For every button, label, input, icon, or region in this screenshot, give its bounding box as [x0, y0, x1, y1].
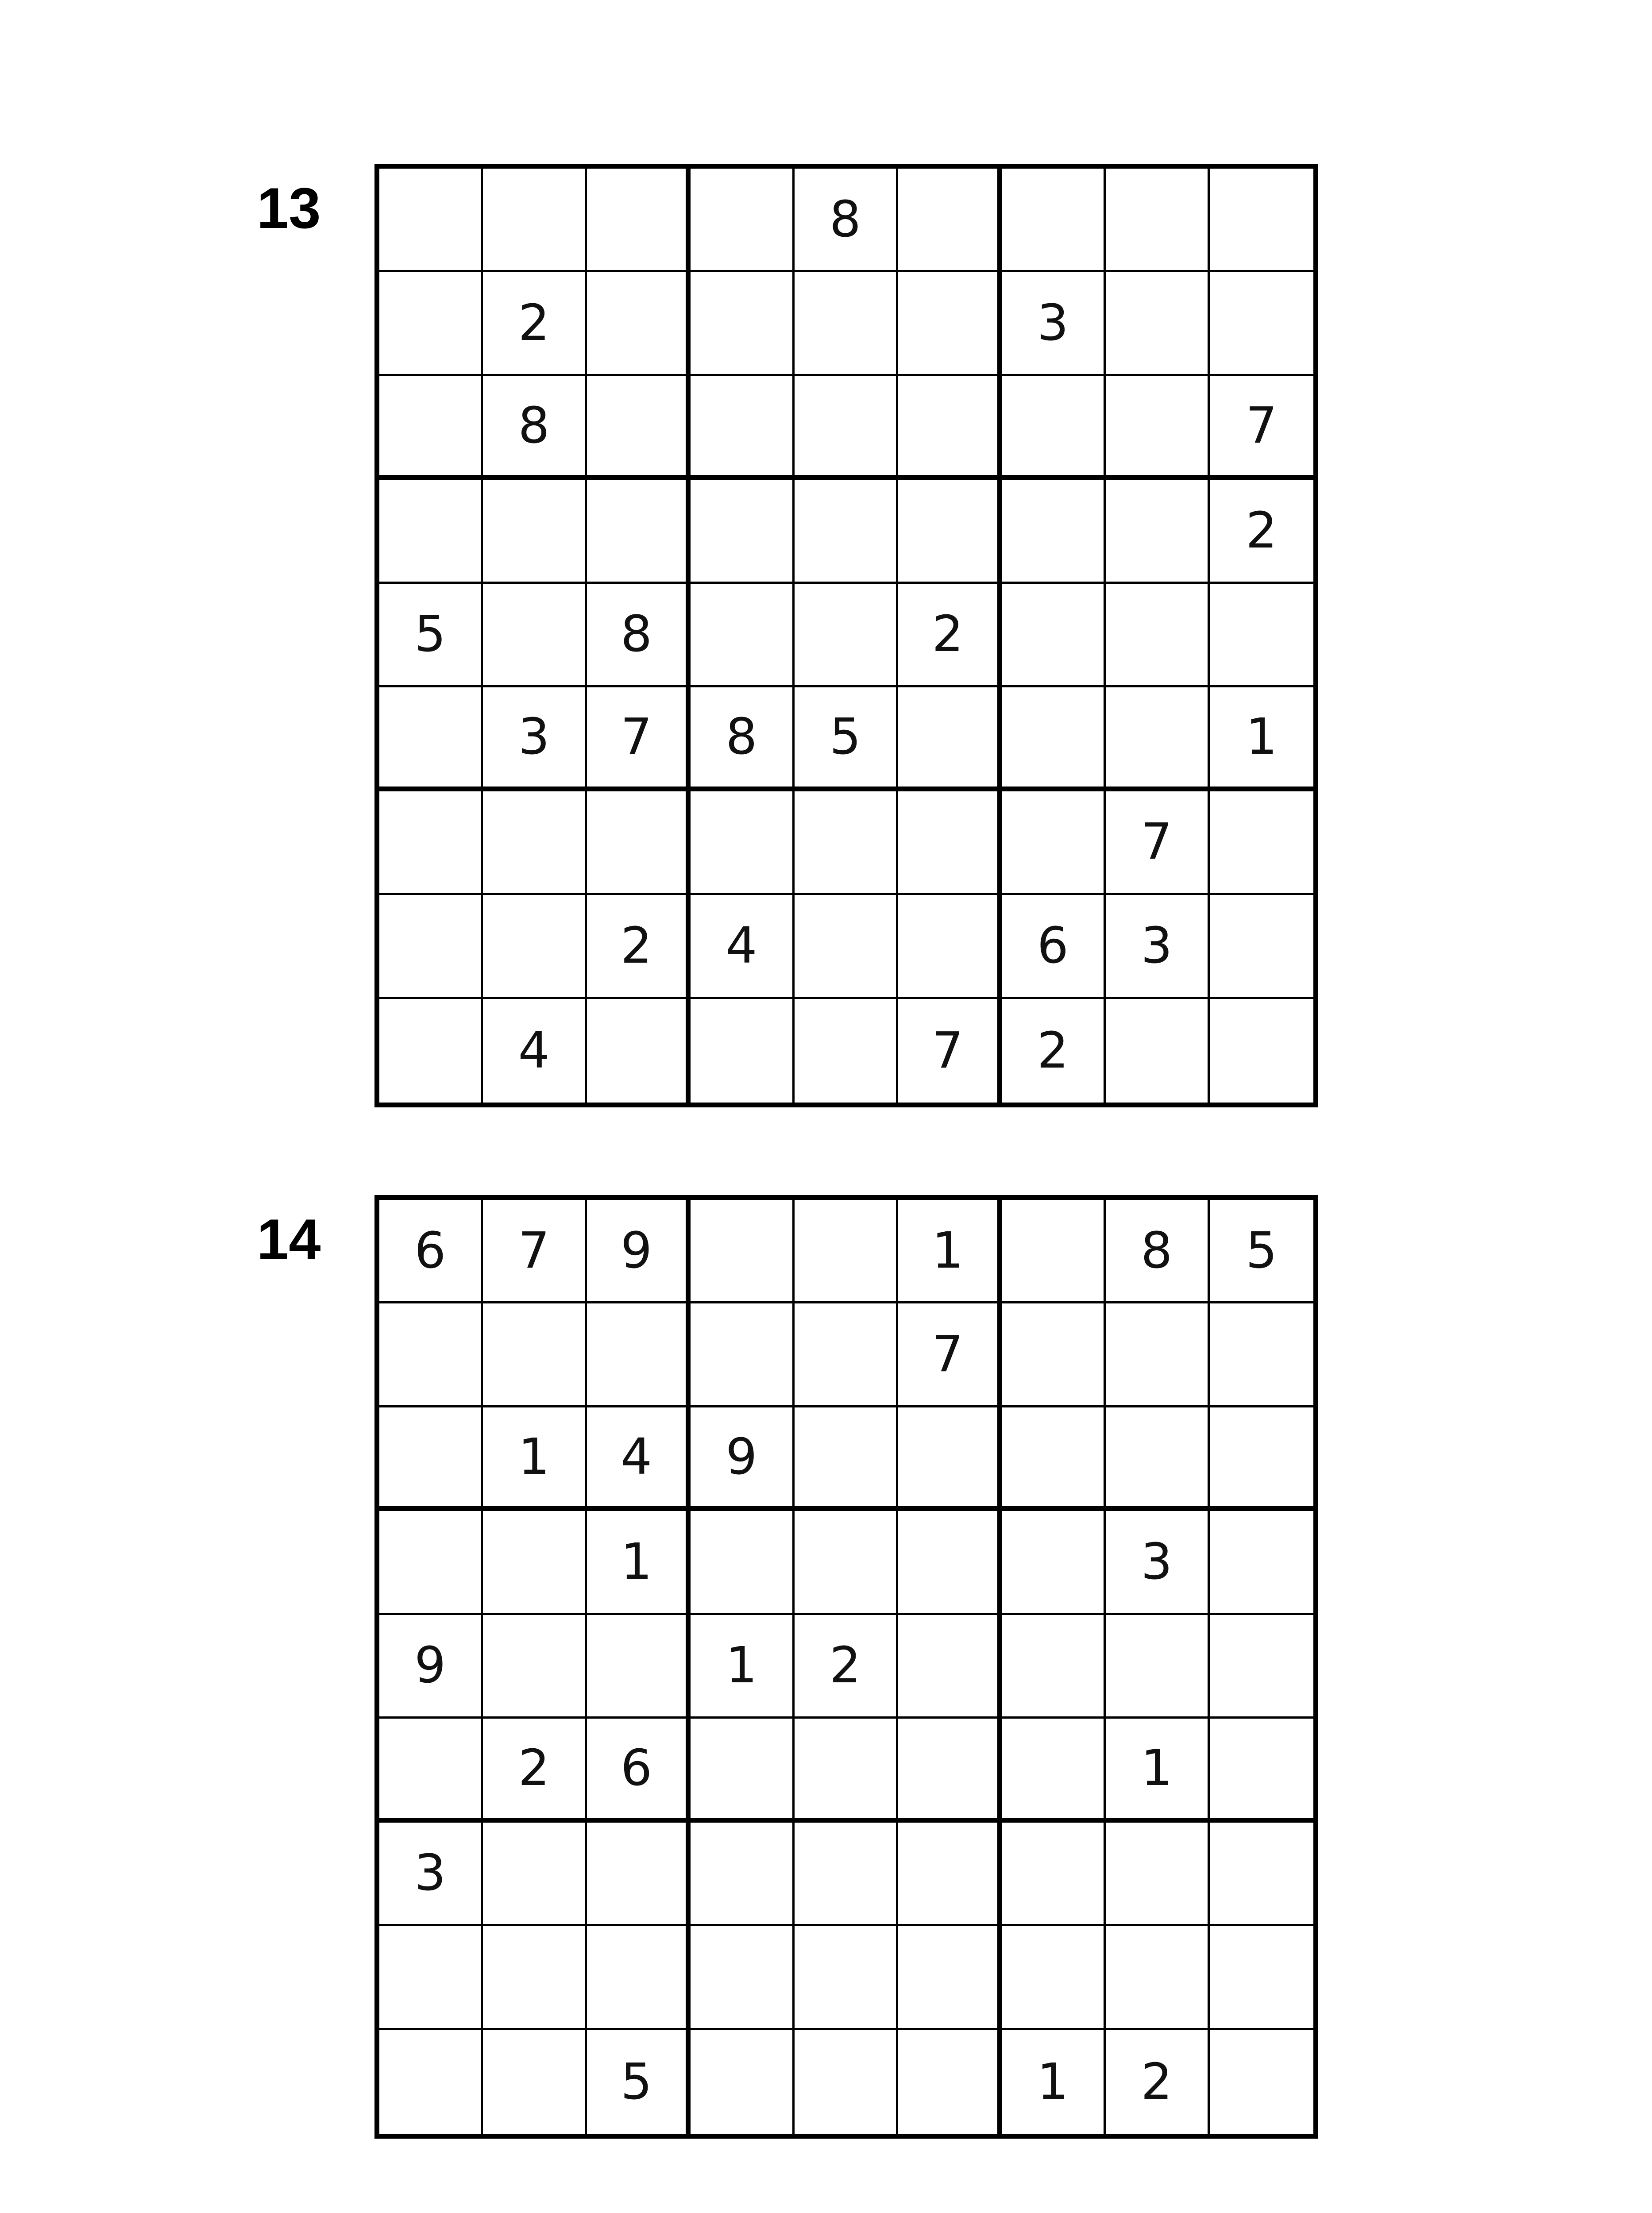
sudoku-cell[interactable] [898, 1615, 1002, 1719]
sudoku-cell[interactable]: 7 [483, 1200, 587, 1303]
sudoku-cell[interactable] [1002, 1719, 1106, 1822]
sudoku-cell[interactable]: 1 [691, 1615, 794, 1719]
sudoku-cell[interactable] [898, 169, 1002, 272]
sudoku-cell[interactable] [1002, 687, 1106, 791]
sudoku-cell[interactable] [1002, 791, 1106, 895]
sudoku-cell[interactable]: 2 [587, 895, 691, 999]
sudoku-cell[interactable] [795, 1511, 898, 1615]
sudoku-cell[interactable]: 2 [1106, 2030, 1209, 2134]
sudoku-cell[interactable] [1106, 584, 1209, 687]
sudoku-cell[interactable] [1002, 1200, 1106, 1303]
sudoku-cell[interactable] [795, 2030, 898, 2134]
sudoku-cell[interactable] [587, 272, 691, 376]
sudoku-cell[interactable] [1106, 999, 1209, 1103]
sudoku-cell[interactable] [587, 1926, 691, 2030]
sudoku-cell[interactable] [379, 2030, 483, 2134]
sudoku-cell[interactable] [898, 687, 1002, 791]
sudoku-cell[interactable] [379, 1719, 483, 1822]
sudoku-cell[interactable] [795, 999, 898, 1103]
sudoku-cell[interactable] [483, 1615, 587, 1719]
sudoku-cell[interactable]: 1 [587, 1511, 691, 1615]
sudoku-cell[interactable]: 1 [483, 1407, 587, 1511]
sudoku-cell[interactable] [1210, 791, 1313, 895]
sudoku-cell[interactable] [691, 272, 794, 376]
sudoku-cell[interactable] [1210, 1926, 1313, 2030]
sudoku-cell[interactable]: 1 [898, 1200, 1002, 1303]
sudoku-cell[interactable] [1106, 1615, 1209, 1719]
sudoku-cell[interactable] [379, 272, 483, 376]
sudoku-cell[interactable] [379, 895, 483, 999]
sudoku-cell[interactable] [691, 376, 794, 480]
sudoku-cell[interactable] [898, 376, 1002, 480]
sudoku-cell[interactable] [1106, 1303, 1209, 1407]
sudoku-cell[interactable]: 9 [587, 1200, 691, 1303]
sudoku-cell[interactable] [1106, 687, 1209, 791]
sudoku-cell[interactable]: 7 [1210, 376, 1313, 480]
sudoku-cell[interactable] [1210, 1719, 1313, 1822]
sudoku-cell[interactable]: 5 [379, 584, 483, 687]
sudoku-cell[interactable]: 2 [483, 272, 587, 376]
sudoku-cell[interactable]: 2 [1210, 480, 1313, 583]
sudoku-cell[interactable] [1106, 169, 1209, 272]
sudoku-cell[interactable] [379, 1303, 483, 1407]
sudoku-cell[interactable] [1106, 376, 1209, 480]
sudoku-cell[interactable] [379, 1926, 483, 2030]
sudoku-cell[interactable] [898, 272, 1002, 376]
sudoku-grid [374, 1195, 1318, 2139]
sudoku-cell[interactable] [379, 376, 483, 480]
sudoku-cell[interactable] [691, 1823, 794, 1926]
sudoku-cell[interactable]: 3 [1106, 895, 1209, 999]
sudoku-cell[interactable]: 5 [587, 2030, 691, 2134]
sudoku-cell[interactable] [1210, 999, 1313, 1103]
sudoku-cell[interactable]: 1 [1210, 687, 1313, 791]
sudoku-cell[interactable]: 3 [483, 687, 587, 791]
sudoku-cell[interactable] [379, 999, 483, 1103]
sudoku-cell[interactable] [898, 480, 1002, 583]
sudoku-cell[interactable] [898, 1511, 1002, 1615]
sudoku-cell[interactable]: 2 [483, 1719, 587, 1822]
sudoku-cell[interactable] [795, 1823, 898, 1926]
sudoku-cell[interactable] [898, 1719, 1002, 1822]
sudoku-cell[interactable] [795, 1926, 898, 2030]
sudoku-cell[interactable] [691, 1200, 794, 1303]
sudoku-cell[interactable]: 6 [1002, 895, 1106, 999]
sudoku-cell[interactable] [1002, 1926, 1106, 2030]
sudoku-cell[interactable]: 3 [379, 1823, 483, 1926]
sudoku-cell[interactable] [1106, 1926, 1209, 2030]
sudoku-cell[interactable] [1210, 1823, 1313, 1926]
sudoku-cell[interactable]: 8 [691, 687, 794, 791]
sudoku-cell[interactable]: 6 [587, 1719, 691, 1822]
sudoku-cell[interactable] [587, 1615, 691, 1719]
sudoku-cell[interactable] [898, 2030, 1002, 2134]
sudoku-cell[interactable] [379, 1511, 483, 1615]
sudoku-cell[interactable] [1106, 272, 1209, 376]
sudoku-cell[interactable] [483, 1823, 587, 1926]
sudoku-cell[interactable] [1210, 1615, 1313, 1719]
sudoku-cell[interactable]: 2 [795, 1615, 898, 1719]
sudoku-cell[interactable]: 1 [1106, 1719, 1209, 1822]
sudoku-cell[interactable] [691, 1511, 794, 1615]
sudoku-cell[interactable]: 8 [587, 584, 691, 687]
sudoku-cell[interactable]: 2 [1002, 999, 1106, 1103]
sudoku-cell[interactable] [379, 169, 483, 272]
sudoku-cell[interactable] [379, 791, 483, 895]
puzzle-number: 14 [257, 1207, 321, 1272]
sudoku-cell[interactable] [691, 480, 794, 583]
sudoku-cell[interactable] [1210, 584, 1313, 687]
sudoku-cell[interactable] [587, 1823, 691, 1926]
sudoku-cell[interactable] [1002, 1615, 1106, 1719]
sudoku-grid [374, 164, 1318, 1107]
sudoku-cell[interactable] [483, 2030, 587, 2134]
sudoku-cell[interactable] [795, 480, 898, 583]
sudoku-cell[interactable] [483, 895, 587, 999]
sudoku-cell[interactable] [483, 584, 587, 687]
sudoku-cell[interactable] [1002, 584, 1106, 687]
sudoku-cell[interactable] [1002, 1511, 1106, 1615]
sudoku-cell[interactable] [483, 1511, 587, 1615]
sudoku-cell[interactable] [691, 1303, 794, 1407]
sudoku-cell[interactable] [1002, 480, 1106, 583]
sudoku-cell[interactable] [691, 584, 794, 687]
sudoku-cell[interactable] [587, 169, 691, 272]
sudoku-cell[interactable] [795, 1407, 898, 1511]
sudoku-cell[interactable]: 4 [483, 999, 587, 1103]
sudoku-cell[interactable]: 5 [795, 687, 898, 791]
sudoku-cell[interactable] [795, 1719, 898, 1822]
sudoku-cell[interactable] [691, 1926, 794, 2030]
sudoku-cell[interactable] [1106, 1823, 1209, 1926]
sudoku-cell[interactable] [1002, 376, 1106, 480]
sudoku-cell[interactable] [691, 999, 794, 1103]
sudoku-cell[interactable] [483, 1926, 587, 2030]
sudoku-cell[interactable] [379, 687, 483, 791]
sudoku-cell[interactable]: 4 [691, 895, 794, 999]
sudoku-cell[interactable]: 3 [1002, 272, 1106, 376]
sudoku-cell[interactable] [1210, 169, 1313, 272]
sudoku-cell[interactable] [898, 1926, 1002, 2030]
sudoku-cell[interactable] [898, 1823, 1002, 1926]
sudoku-cell[interactable] [1210, 895, 1313, 999]
sudoku-cell[interactable] [1002, 1303, 1106, 1407]
sudoku-cell[interactable] [795, 584, 898, 687]
sudoku-cell[interactable] [587, 480, 691, 583]
sudoku-cell[interactable]: 9 [691, 1407, 794, 1511]
sudoku-cell[interactable]: 2 [898, 584, 1002, 687]
sudoku-cell[interactable] [483, 791, 587, 895]
sudoku-cell[interactable]: 7 [898, 1303, 1002, 1407]
sudoku-cell[interactable] [898, 791, 1002, 895]
sudoku-cell[interactable] [483, 169, 587, 272]
sudoku-cell[interactable] [1106, 1407, 1209, 1511]
sudoku-cell[interactable] [379, 480, 483, 583]
sudoku-cell[interactable]: 7 [898, 999, 1002, 1103]
sudoku-cell[interactable] [1002, 169, 1106, 272]
sudoku-cell[interactable] [1210, 1303, 1313, 1407]
sudoku-cell[interactable] [1210, 272, 1313, 376]
sudoku-cell[interactable] [1210, 2030, 1313, 2134]
sudoku-cell[interactable] [587, 999, 691, 1103]
sudoku-cell[interactable]: 3 [1106, 1511, 1209, 1615]
sudoku-cell[interactable]: 8 [1106, 1200, 1209, 1303]
sudoku-cell[interactable] [795, 1200, 898, 1303]
sudoku-cell[interactable] [691, 169, 794, 272]
sudoku-cell[interactable] [795, 895, 898, 999]
sudoku-cell[interactable] [1002, 1823, 1106, 1926]
sudoku-cell[interactable] [691, 2030, 794, 2134]
puzzle-number: 13 [257, 176, 321, 240]
sudoku-cell[interactable] [795, 272, 898, 376]
sudoku-cell[interactable] [1210, 1407, 1313, 1511]
sudoku-cell[interactable] [691, 791, 794, 895]
sudoku-cell[interactable]: 7 [587, 687, 691, 791]
sudoku-cell[interactable] [483, 480, 587, 583]
sudoku-cell[interactable] [795, 791, 898, 895]
sudoku-cell[interactable] [898, 895, 1002, 999]
sudoku-cell[interactable]: 6 [379, 1200, 483, 1303]
sudoku-cell[interactable] [1002, 1407, 1106, 1511]
sudoku-cell[interactable] [691, 1719, 794, 1822]
sudoku-cell[interactable] [483, 1303, 587, 1407]
sudoku-cell[interactable] [898, 1407, 1002, 1511]
sudoku-cell[interactable] [587, 1303, 691, 1407]
sudoku-cell[interactable] [1106, 480, 1209, 583]
sudoku-cell[interactable]: 8 [795, 169, 898, 272]
sudoku-cell[interactable] [795, 376, 898, 480]
sudoku-cell[interactable] [795, 1303, 898, 1407]
sudoku-cell[interactable] [379, 1407, 483, 1511]
sudoku-cell[interactable]: 4 [587, 1407, 691, 1511]
sudoku-cell[interactable] [1210, 1511, 1313, 1615]
sudoku-cell[interactable]: 8 [483, 376, 587, 480]
sudoku-cell[interactable]: 7 [1106, 791, 1209, 895]
sudoku-cell[interactable]: 5 [1210, 1200, 1313, 1303]
sudoku-cell[interactable]: 1 [1002, 2030, 1106, 2134]
sudoku-cell[interactable] [587, 791, 691, 895]
sudoku-cell[interactable]: 9 [379, 1615, 483, 1719]
sudoku-cell[interactable] [587, 376, 691, 480]
